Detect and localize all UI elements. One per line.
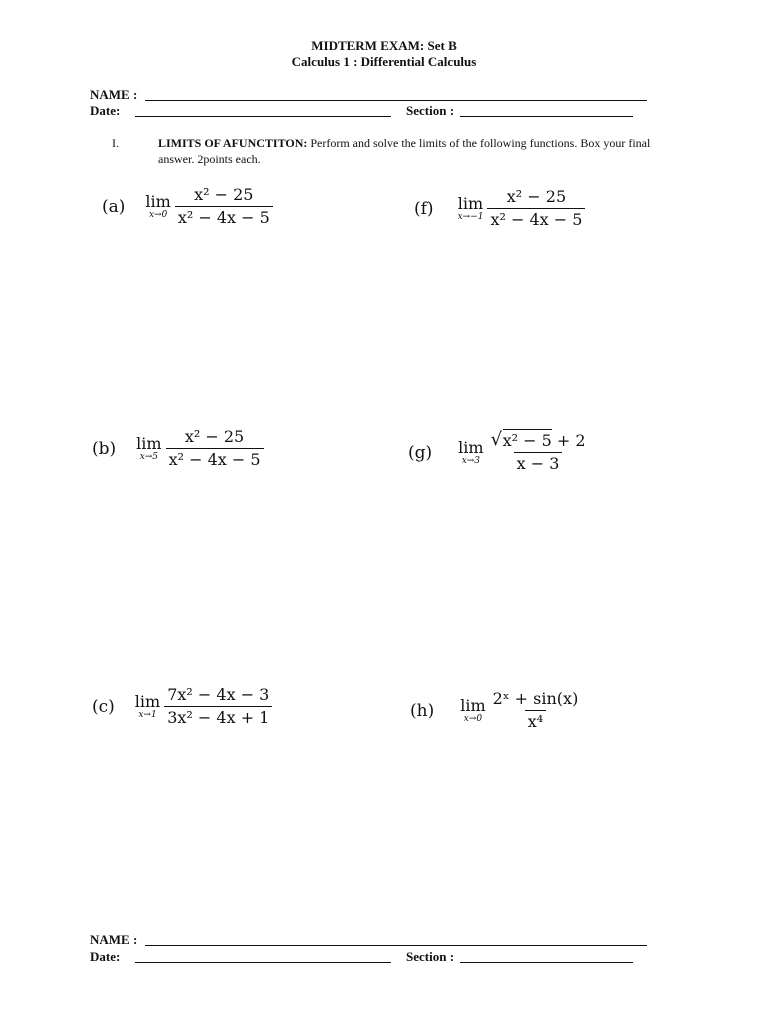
- lim-word: lim: [457, 193, 484, 213]
- denominator: x − 3: [514, 452, 563, 473]
- numerator-rest: + 2: [556, 431, 586, 450]
- numerator: x² − 25: [184, 427, 245, 446]
- problem-label: (h): [410, 700, 435, 721]
- date-label: Date:: [90, 103, 121, 118]
- numerator: 7x² − 4x − 3: [167, 685, 270, 704]
- numerator: [488, 429, 589, 452]
- problem-a: [102, 186, 273, 227]
- denominator: 3x² − 4x + 1: [164, 706, 272, 727]
- numerator: 2ˣ + sin(x): [492, 689, 579, 708]
- lim-word: lim: [458, 437, 484, 457]
- denominator: x⁴: [525, 710, 546, 731]
- section-field[interactable]: [460, 116, 633, 117]
- problem-label: (b): [92, 438, 117, 459]
- section-field-bottom[interactable]: [460, 962, 633, 963]
- part-instructions-text: Perform and solve the limits of the following functions. Box your final answer. 2points each.: [158, 136, 651, 166]
- denominator: x² − 4x − 5: [487, 208, 585, 229]
- lim-word: lim: [134, 691, 161, 711]
- lim-word: lim: [145, 191, 171, 211]
- problem-f: [414, 188, 585, 229]
- numerator: x² − 25: [194, 185, 254, 204]
- sqrt-radical: [490, 429, 552, 450]
- name-label-bottom: NAME :: [90, 932, 138, 947]
- lim-subscript: x→0: [148, 209, 168, 220]
- lim-word: lim: [136, 433, 162, 453]
- part-heading: LIMITS OF AFUNCTITON:: [158, 136, 308, 150]
- denominator: x² − 4x − 5: [175, 206, 273, 227]
- lim-subscript: x→5: [139, 451, 159, 462]
- problem-label: (a): [102, 196, 126, 217]
- name-field-bottom[interactable]: [145, 945, 647, 946]
- name-field[interactable]: [145, 100, 647, 101]
- part-numeral: I.: [112, 136, 119, 150]
- problem-label: (c): [92, 696, 115, 717]
- section-label-bottom: Section :: [406, 949, 455, 964]
- radicand: x² − 5: [502, 431, 552, 450]
- exam-subtitle: Calculus 1 : Differential Calculus: [291, 54, 477, 69]
- date-field[interactable]: [135, 116, 391, 117]
- date-label-bottom: Date:: [90, 949, 121, 964]
- exam-title: MIDTERM EXAM: Set B: [311, 38, 457, 53]
- lim-word: lim: [460, 695, 486, 715]
- problem-g: [408, 429, 589, 473]
- problem-h: [410, 690, 581, 731]
- lim-subscript: x→1: [138, 709, 157, 720]
- numerator: x² − 25: [506, 187, 567, 206]
- part-instructions: [158, 135, 688, 167]
- problem-b: [92, 428, 264, 469]
- denominator: x² − 4x − 5: [166, 448, 264, 469]
- sqrt-icon: √: [490, 429, 503, 450]
- problem-c: [92, 686, 272, 727]
- problem-label: (f): [414, 198, 434, 219]
- lim-subscript: x→3: [461, 455, 481, 466]
- section-label: Section :: [406, 103, 455, 118]
- lim-subscript: x→0: [463, 713, 483, 724]
- date-field-bottom[interactable]: [135, 962, 391, 963]
- name-label: NAME :: [90, 87, 138, 102]
- lim-subscript: x→−1: [457, 211, 484, 222]
- problem-label: (g): [408, 442, 433, 463]
